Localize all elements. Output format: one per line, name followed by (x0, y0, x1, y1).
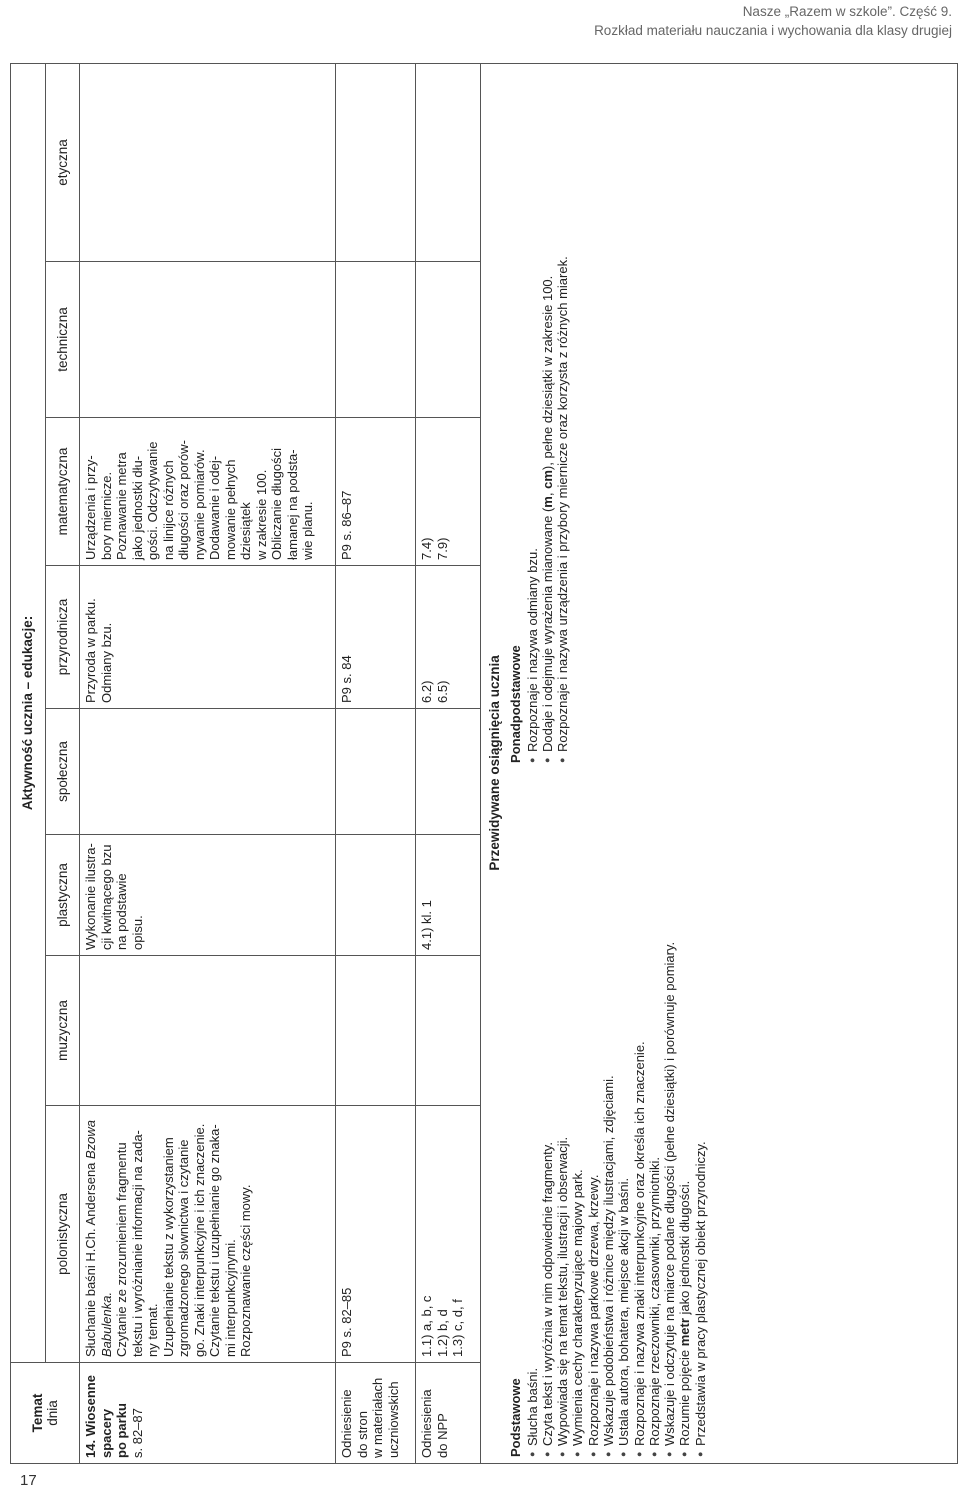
list-item: ● Wskazuje i odczytuje na miarce podane długości (pełne dziesiątki) i porównuje pomiary. (662, 763, 677, 1457)
materials-spoleczna (336, 709, 416, 835)
activity-przyrodnicza: Przyroda w parku. Odmiany bzu. (80, 566, 336, 709)
col-plastyczna: plastyczna (46, 835, 80, 956)
topic-pages: s. 82–87 (129, 1408, 145, 1458)
list-item: ● Rozpoznaje rzeczowniki, czasowniki, przymiotniki. (647, 763, 662, 1457)
materials-matematyczna: P9 s. 86–87 (336, 418, 416, 566)
materials-przyrodnicza: P9 s. 84 (336, 566, 416, 709)
activity-plastyczna: Wykonanie ilustra- cji kwitnącego bzu na podstawie opisu. (80, 835, 336, 956)
text-line: ny temat. (145, 1303, 160, 1357)
col-etyczna: etyczna (46, 63, 80, 261)
text-line: zgromadzonego słownictwa i czytanie (176, 1139, 191, 1357)
materials-label: Odniesienie do stron w materiałach uczniowskich (336, 1363, 416, 1464)
col-techniczna: techniczna (46, 262, 80, 418)
list-item: ● Czyta tekst i wyróżnia w nim odpowiednie fragmenty. (540, 763, 555, 1457)
materials-plastyczna (336, 835, 416, 956)
list-item: ● Wskazuje podobieństwa i różnice między ilustracjami, zdjęciami. (601, 763, 616, 1457)
list-item: ● Dodaje i odejmuje wyrażenia mianowane (m, cm), pełne dziesiątki w zakresie 100. (540, 69, 555, 763)
text-line: Rozpoznawanie części mowy. (238, 1184, 253, 1357)
outcomes-cell (481, 63, 958, 1463)
page-number: 17 (20, 1472, 37, 1489)
advanced-title: Ponadpodstawowe (507, 645, 523, 763)
materials-polonistyczna: P9 s. 82–85 (336, 1106, 416, 1363)
text-line: mi interpunkcyjnymi. (222, 1239, 238, 1357)
topic-header: Temat dnia (11, 1363, 80, 1464)
rotated-page-content (10, 64, 958, 1464)
outcomes-title: Przewidywane osiągnięcia ucznia (487, 655, 502, 871)
outcomes-advanced (507, 69, 709, 763)
text-line: go. Znaki interpunkcyjne i ich znaczenie. (191, 1123, 207, 1357)
header-line-2: Rozkład materiału nauczania i wychowania dla klasy drugiej (594, 23, 952, 38)
title-italic: Bzowa (83, 1119, 98, 1159)
list-item: ● Słucha baśni. (525, 763, 540, 1457)
list-item: ● Przedstawia w pracy plastycznej obiekt przyrodniczy. (693, 763, 708, 1457)
header-row-2 (46, 63, 80, 1463)
npp-polonistyczna: 1.1) a, b, c 1.2) b, d 1.3) c, d, f (416, 1106, 481, 1363)
col-spoleczna: społeczna (46, 709, 80, 835)
npp-spoleczna (416, 709, 481, 835)
npp-przyrodnicza: 6.2) 6.5) (416, 566, 481, 709)
lesson-plan-table (10, 63, 958, 1464)
activity-polonistyczna (80, 1106, 336, 1363)
page-header (594, 2, 952, 40)
basic-title: Podstawowe (507, 1378, 523, 1457)
list-item: ● Rozpoznaje i nazywa znaki interpunkcyjne oraz określa ich znaczenie. (632, 763, 647, 1457)
col-polonistyczna: polonistyczna (46, 1106, 80, 1363)
advanced-list (525, 69, 571, 763)
text-line: Czytanie tekstu i uzupełnianie go znaka- (207, 1124, 222, 1357)
col-przyrodnicza: przyrodnicza (46, 566, 80, 709)
list-item: ● Wymienia cechy charakteryzujące majowy park. (570, 763, 585, 1457)
col-muzyczna: muzyczna (46, 956, 80, 1106)
list-item: ● Rozumie pojęcie metr jako jednostki długości. (677, 763, 692, 1457)
materials-etyczna (336, 63, 416, 261)
npp-row (416, 63, 481, 1463)
outcomes-basic (507, 763, 709, 1457)
text-line: tekstu i wyróżnianie informacji na zada- (129, 1130, 145, 1357)
activity-muzyczna (80, 956, 336, 1106)
list-item: ● Rozpoznaje i nazywa odmiany bzu. (525, 69, 540, 763)
list-item: ● Ustala autora, bohatera, miejsce akcji w baśni. (616, 763, 631, 1457)
activity-spoleczna (80, 709, 336, 835)
activity-etyczna (80, 63, 336, 261)
activity-matematyczna: Urządzenia i przy- bory miernicze. Poznawanie metra jako jednostki dłu- gości. Odczytywanie na linijce różnych długości oraz porów- nywanie pomiarów. Dodawanie i odej- mowanie pełnych dziesiątek w zakresie 100. Obliczanie długości łamanej na podsta- wie planu. (80, 418, 336, 566)
text-line: Uzupełnianie tekstu z wykorzystaniem (160, 1137, 176, 1357)
npp-plastyczna: 4.1) kl. 1 (416, 835, 481, 956)
activity-row (80, 63, 336, 1463)
header-line-1: Nasze „Razem w szkole”. Część 9. (742, 4, 952, 19)
materials-techniczna (336, 262, 416, 418)
npp-label: Odniesienia do NPP (416, 1363, 481, 1464)
list-item: ● Rozpoznaje i nazywa urządzenia i przybory miernicze oraz korzysta z różnych miarek. (555, 69, 570, 763)
npp-techniczna (416, 262, 481, 418)
npp-muzyczna (416, 956, 481, 1106)
text-line: Babulenka. (98, 1291, 114, 1357)
materials-muzyczna (336, 956, 416, 1106)
topic-cell (80, 1363, 336, 1464)
activity-header: Aktywność ucznia – edukacje: (11, 63, 46, 1362)
outcomes-row (481, 63, 958, 1463)
topic-title-3: po parku (114, 1403, 129, 1458)
outcomes-columns (507, 69, 709, 1457)
npp-matematyczna: 7.4) 7.9) (416, 418, 481, 566)
basic-list (525, 763, 709, 1457)
text-line: Czytanie ze zrozumieniem fragmentu (114, 1142, 129, 1357)
npp-etyczna (416, 63, 481, 261)
list-item: ● Wypowiada się na temat tekstu, ilustracji i obserwacji. (555, 763, 570, 1457)
topic-title-1: 14. Wiosenne (83, 1375, 98, 1458)
activity-techniczna (80, 262, 336, 418)
col-matematyczna: matematyczna (46, 418, 80, 566)
materials-row (336, 63, 416, 1463)
text-line: Słuchanie baśni H.Ch. Andersena Bzowa (83, 1119, 98, 1357)
header-row-1 (11, 63, 46, 1463)
list-item: ● Rozpoznaje i nazywa parkowe drzewa, krzewy. (586, 763, 601, 1457)
topic-title-2: spacery (98, 1408, 114, 1458)
